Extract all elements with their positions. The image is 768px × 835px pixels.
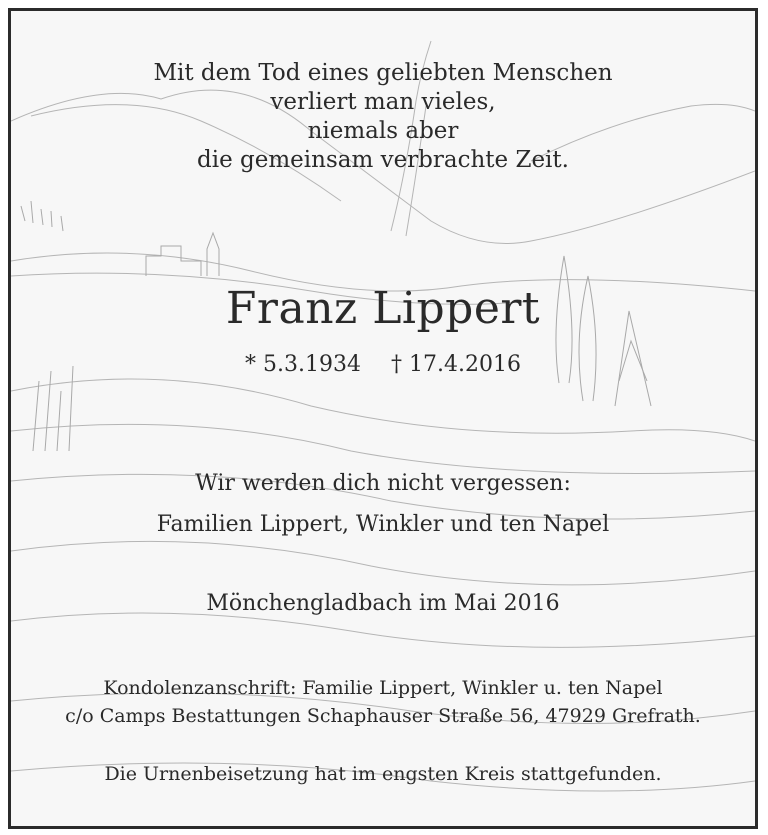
deceased-name: Franz Lippert <box>225 283 541 334</box>
life-dates <box>11 352 755 377</box>
poem-line: niemals aber <box>307 118 459 144</box>
memorial-poem <box>11 59 755 175</box>
remembrance-block <box>11 463 755 545</box>
remembrance-line: Wir werden dich nicht vergessen: <box>195 471 571 496</box>
poem-line: verliert man vieles, <box>270 89 496 115</box>
urn-burial-note: Die Urnenbeisetzung hat im engsten Kreis stattgefunden. <box>104 763 662 785</box>
poem-line: die gemeinsam verbrachte Zeit. <box>197 147 569 173</box>
death-date: † 17.4.2016 <box>391 352 521 377</box>
poem-line: Mit dem Tod eines geliebten Menschen <box>153 60 613 86</box>
place-and-date: Mönchengladbach im Mai 2016 <box>206 591 560 616</box>
obituary-notice <box>8 8 758 829</box>
birth-date: * 5.3.1934 <box>245 352 361 377</box>
condolence-address <box>11 674 755 730</box>
condolence-line: c/o Camps Bestattungen Schaphauser Straße 56, 47929 Grefrath. <box>65 705 701 727</box>
family-names: Familien Lippert, Winkler und ten Napel <box>156 512 610 537</box>
condolence-line: Kondolenzanschrift: Familie Lippert, Winkler u. ten Napel <box>103 677 663 699</box>
